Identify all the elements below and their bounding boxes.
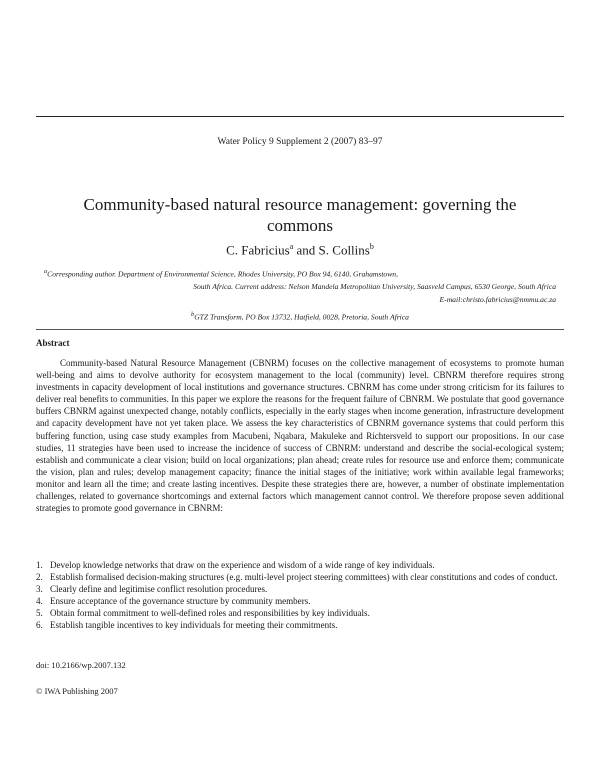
- journal-citation: Water Policy 9 Supplement 2 (2007) 83–97: [217, 137, 383, 147]
- affiliation-a: [44, 266, 556, 306]
- author-1-sup: a: [289, 242, 294, 251]
- author-connector: and: [293, 242, 319, 258]
- abstract-rule: [36, 329, 564, 330]
- strategy-list: [36, 559, 564, 632]
- author-1: C. Fabricius: [226, 242, 290, 258]
- affiliation-a-email: E-mail:christo.fabricius@nmmu.ac.za: [439, 294, 556, 304]
- list-item: 5. Obtain formal commitment to well-defined roles and responsibilities by key individuals.: [36, 608, 370, 619]
- paper-title: Community-based natural resource management: governing the commons: [83, 195, 517, 235]
- affiliation-a-sup: a: [44, 268, 48, 275]
- doi: doi: 10.2166/wp.2007.132: [36, 660, 126, 670]
- header-rule: [36, 116, 564, 117]
- abstract-heading: Abstract: [36, 338, 70, 348]
- author-2: S. Collins: [318, 242, 370, 258]
- list-item: 4. Ensure acceptance of the governance structure by community members.: [36, 596, 311, 607]
- affiliation-b: $^b$GTZ Transform, PO Box 13732, Hatfield, 0028, Pretoria, South Africa: [191, 311, 409, 322]
- author-2-sup: b: [369, 242, 374, 251]
- list-item: 2. Establish formalised decision-making structures (e.g. multi-level project steering committees) with clear constitutions and codes of conduct.: [36, 572, 558, 583]
- list-item: 3. Clearly define and legitimise conflict resolution procedures.: [36, 584, 268, 595]
- list-item: 6. Establish tangible incentives to key individuals for meeting their commitments.: [36, 620, 338, 631]
- list-item: 1. Develop knowledge networks that draw on the experience and wisdom of a wide range of key individuals.: [36, 560, 435, 570]
- affiliation-a-line-2: South Africa. Current address: Nelson Mandela Metropolitan University, Saasveld Campus, 6530 George, South Africa: [193, 282, 556, 292]
- author-line: [0, 242, 600, 258]
- abstract-body: Community-based Natural Resource Management (CBNRM) focuses on the collective management of ecosystems to promote human well-being and aims to devolve authority for ecosystem management to the local (community) level. CBNRM therefore requires strong investments in capacity development of local institutions and governance structures. CBNRM has come under strong criticism for its failures to deliver real benefits to communities. In this paper we explore the reasons for the frequent failure of CBNRM. We postulate that good governance buffers CBNRM against unexpected change, notably conflicts, especially in the early stages when income generation, infrastructure development and capacity development have not yet taken place. We assess the key characteristics of CBNRM governance systems that could perform this buffering function, using case study examples from Macubeni, Nqabara, Makuleke and Richtersveld to support our propositions. In our case studies, 11 strategies have been used to increase the incidence of success of CBNRM: understand and describe the social-ecological system; establish and communicate a clear vision; build on local organizations; plan ahead; create rules for resource use and enforce them; communicate the vision, plan and rules; develop management capacity; finance the initial stages of the initiative; work within available legal frameworks; monitor and learn all the time; and create lasting incentives. Despite these strategies there are, however, a number of obstinate implementation challenges, related to governance shortcomings and external factors which management cannot control. We therefore propose seven additional strategies to promote good governance in CBNRM:: [36, 358, 564, 514]
- affiliation-b-sup: b: [191, 311, 195, 318]
- copyright: © IWA Publishing 2007: [36, 686, 118, 696]
- affiliation-a-line-1: $^a$Corresponding author. Department of Environmental Science, Rhodes University, PO Box 94, 6140, Grahamstown,: [44, 268, 398, 279]
